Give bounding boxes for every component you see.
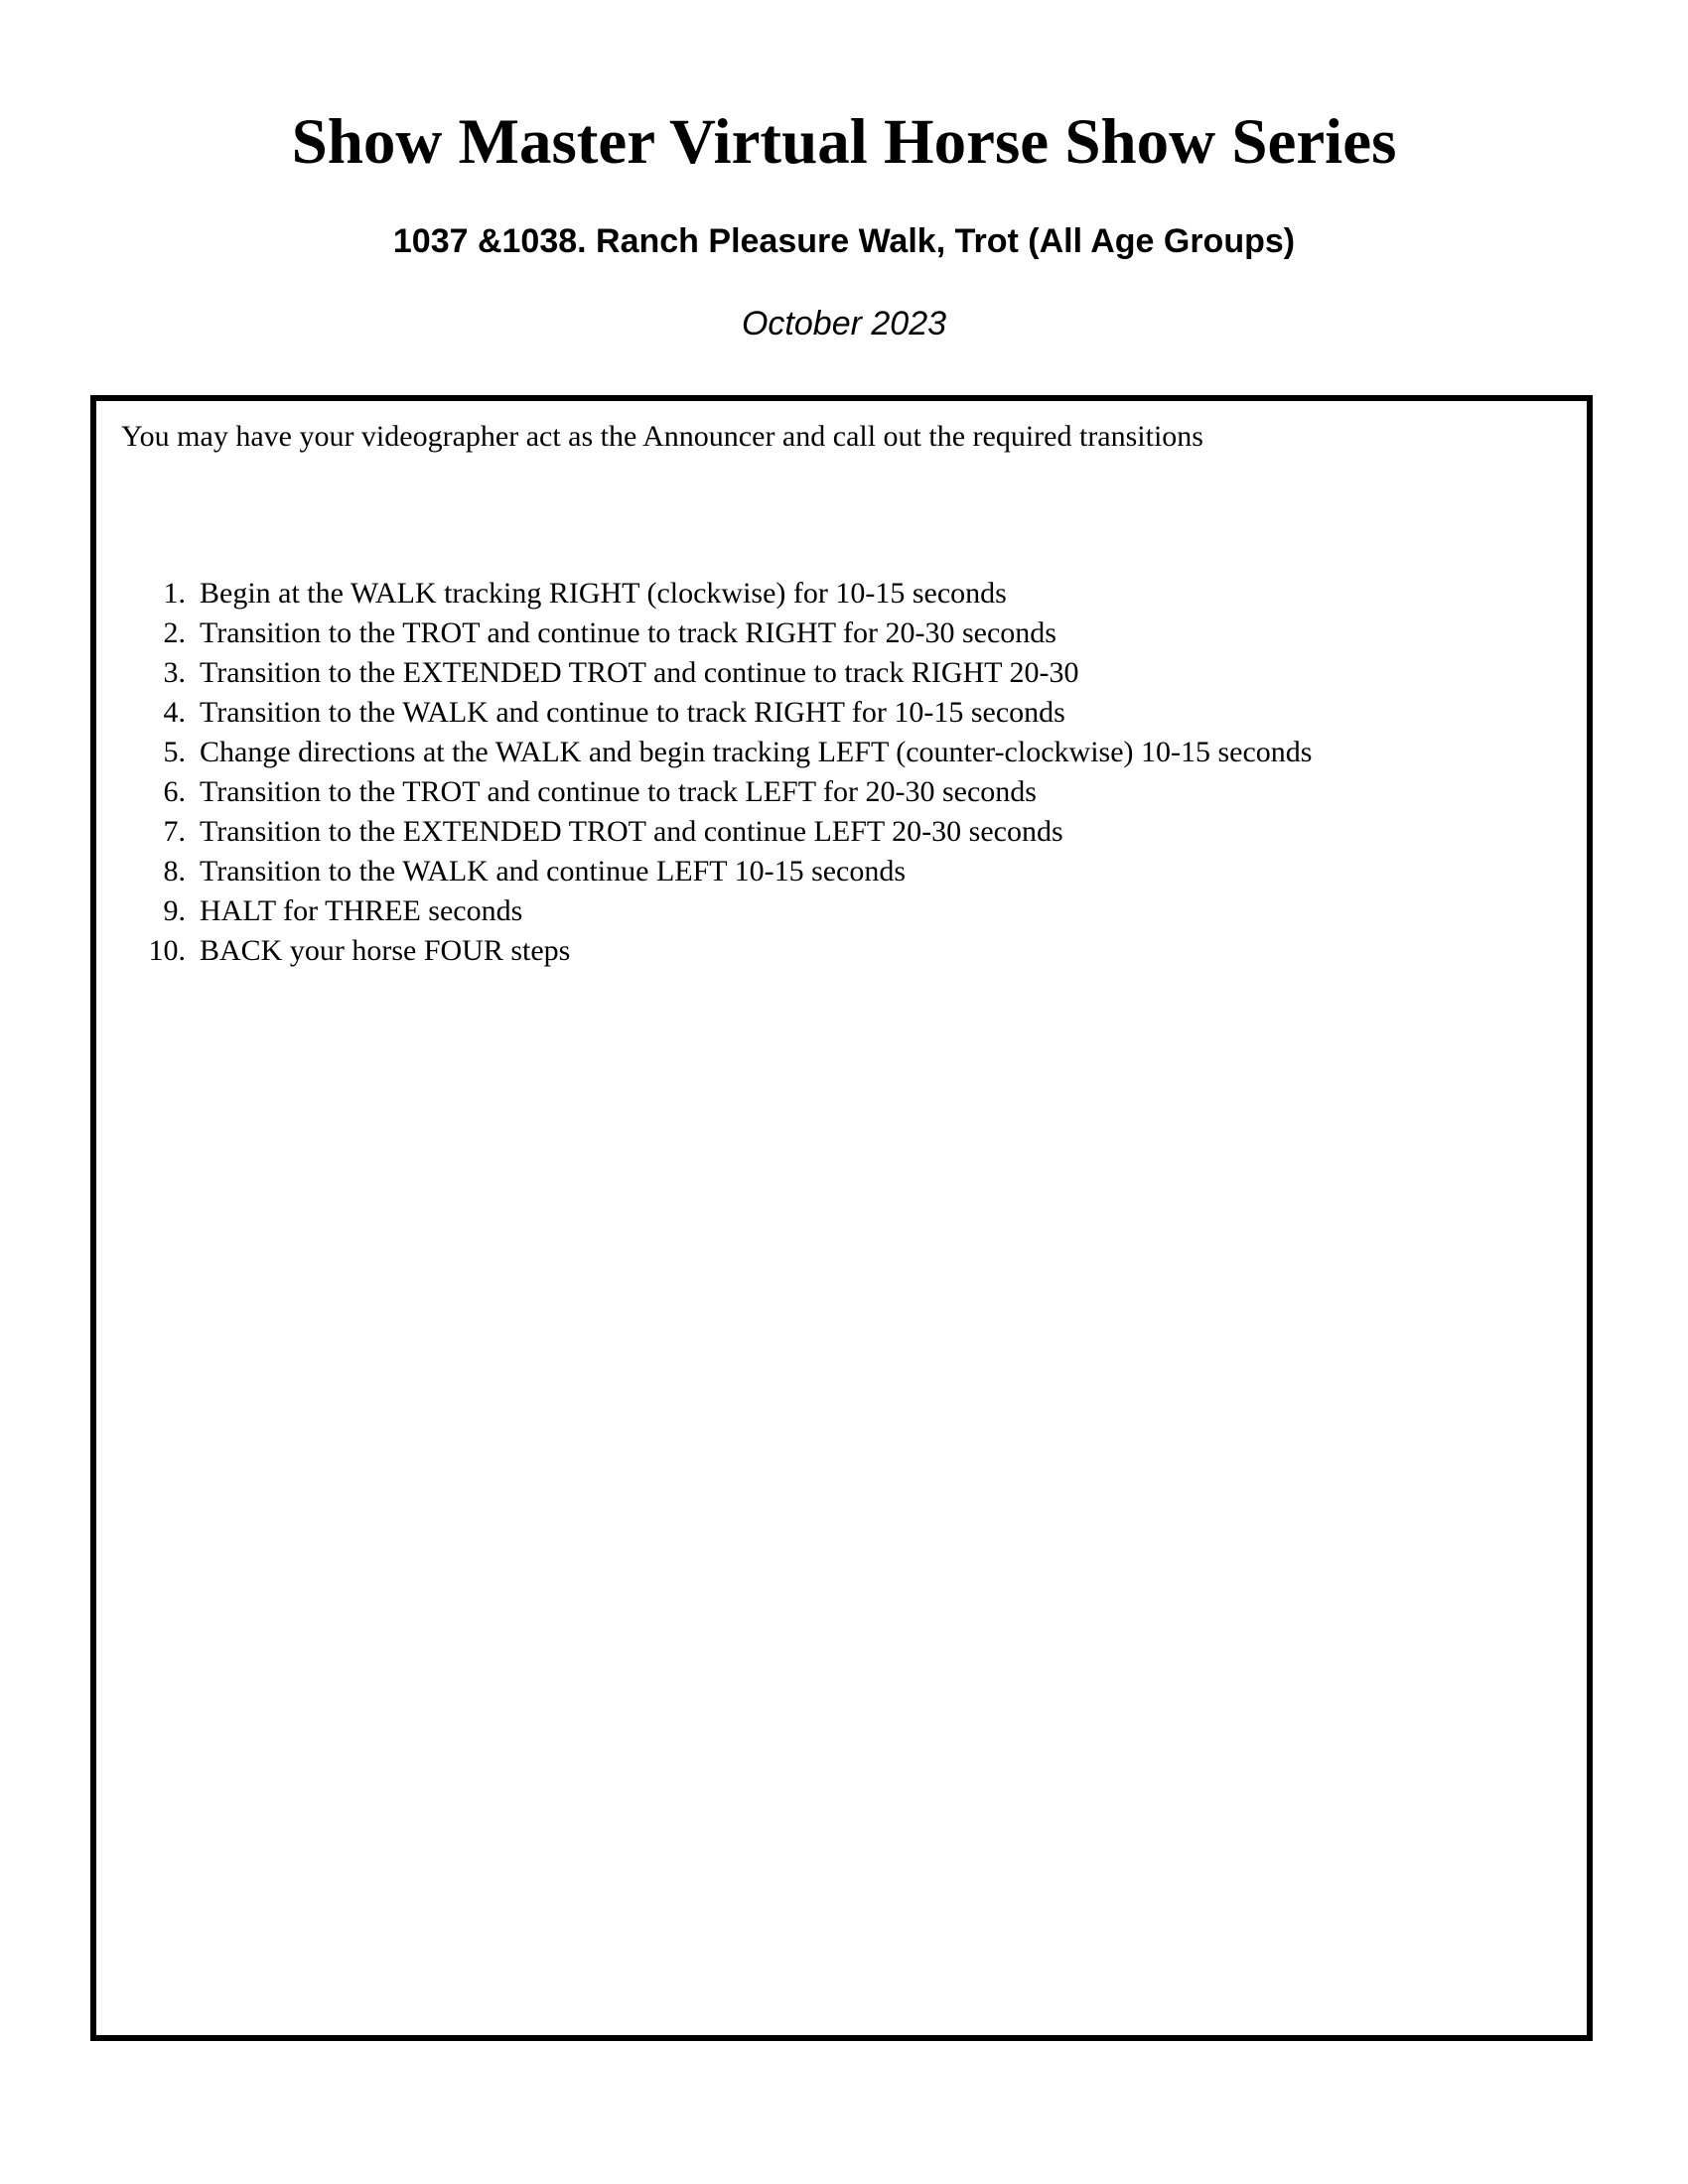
step-item [121, 772, 1312, 812]
step-number: 5. [163, 736, 186, 768]
steps-list [121, 574, 1312, 971]
step-text: Transition to the TROT and continue to track RIGHT for 20-30 seconds [200, 616, 1056, 649]
step-item [121, 852, 1312, 891]
step-text: Transition to the EXTENDED TROT and continue LEFT 20-30 seconds [200, 815, 1063, 848]
step-text: Transition to the WALK and continue LEFT 10-15 seconds [200, 855, 907, 887]
step-text: Transition to the EXTENDED TROT and continue to track RIGHT 20-30 [200, 656, 1079, 689]
step-text: HALT for THREE seconds [200, 894, 523, 927]
step-item [121, 812, 1312, 852]
step-text: Change directions at the WALK and begin tracking LEFT (counter-clockwise) 10-15 seconds [200, 736, 1313, 768]
step-number: 9. [163, 894, 186, 927]
step-item [121, 931, 1312, 971]
step-item [121, 733, 1312, 772]
date-line: October 2023 [741, 305, 947, 342]
page-title: Show Master Virtual Horse Show Series [291, 106, 1397, 178]
step-number: 3. [163, 656, 186, 689]
intro-text: You may have your videographer act as the Announcer and call out the required transitions [121, 420, 1203, 453]
step-number: 1. [163, 577, 186, 610]
pattern-box [90, 395, 1593, 2041]
step-number: 2. [163, 616, 186, 649]
step-text: BACK your horse FOUR steps [200, 934, 571, 967]
step-number: 10. [148, 934, 186, 967]
step-item [121, 693, 1312, 733]
step-item [121, 653, 1312, 693]
step-text: Begin at the WALK tracking RIGHT (clockwise) for 10-15 seconds [200, 577, 1007, 610]
step-item [121, 574, 1312, 614]
class-title: 1037 &1038. Ranch Pleasure Walk, Trot (All Age Groups) [392, 222, 1296, 260]
step-text: Transition to the TROT and continue to track LEFT for 20-30 seconds [200, 775, 1037, 808]
step-number: 8. [163, 855, 186, 887]
step-number: 7. [163, 815, 186, 848]
step-item [121, 614, 1312, 653]
step-text: Transition to the WALK and continue to track RIGHT for 10-15 seconds [200, 696, 1065, 729]
step-number: 6. [163, 775, 186, 808]
step-item [121, 891, 1312, 931]
step-number: 4. [163, 696, 186, 729]
